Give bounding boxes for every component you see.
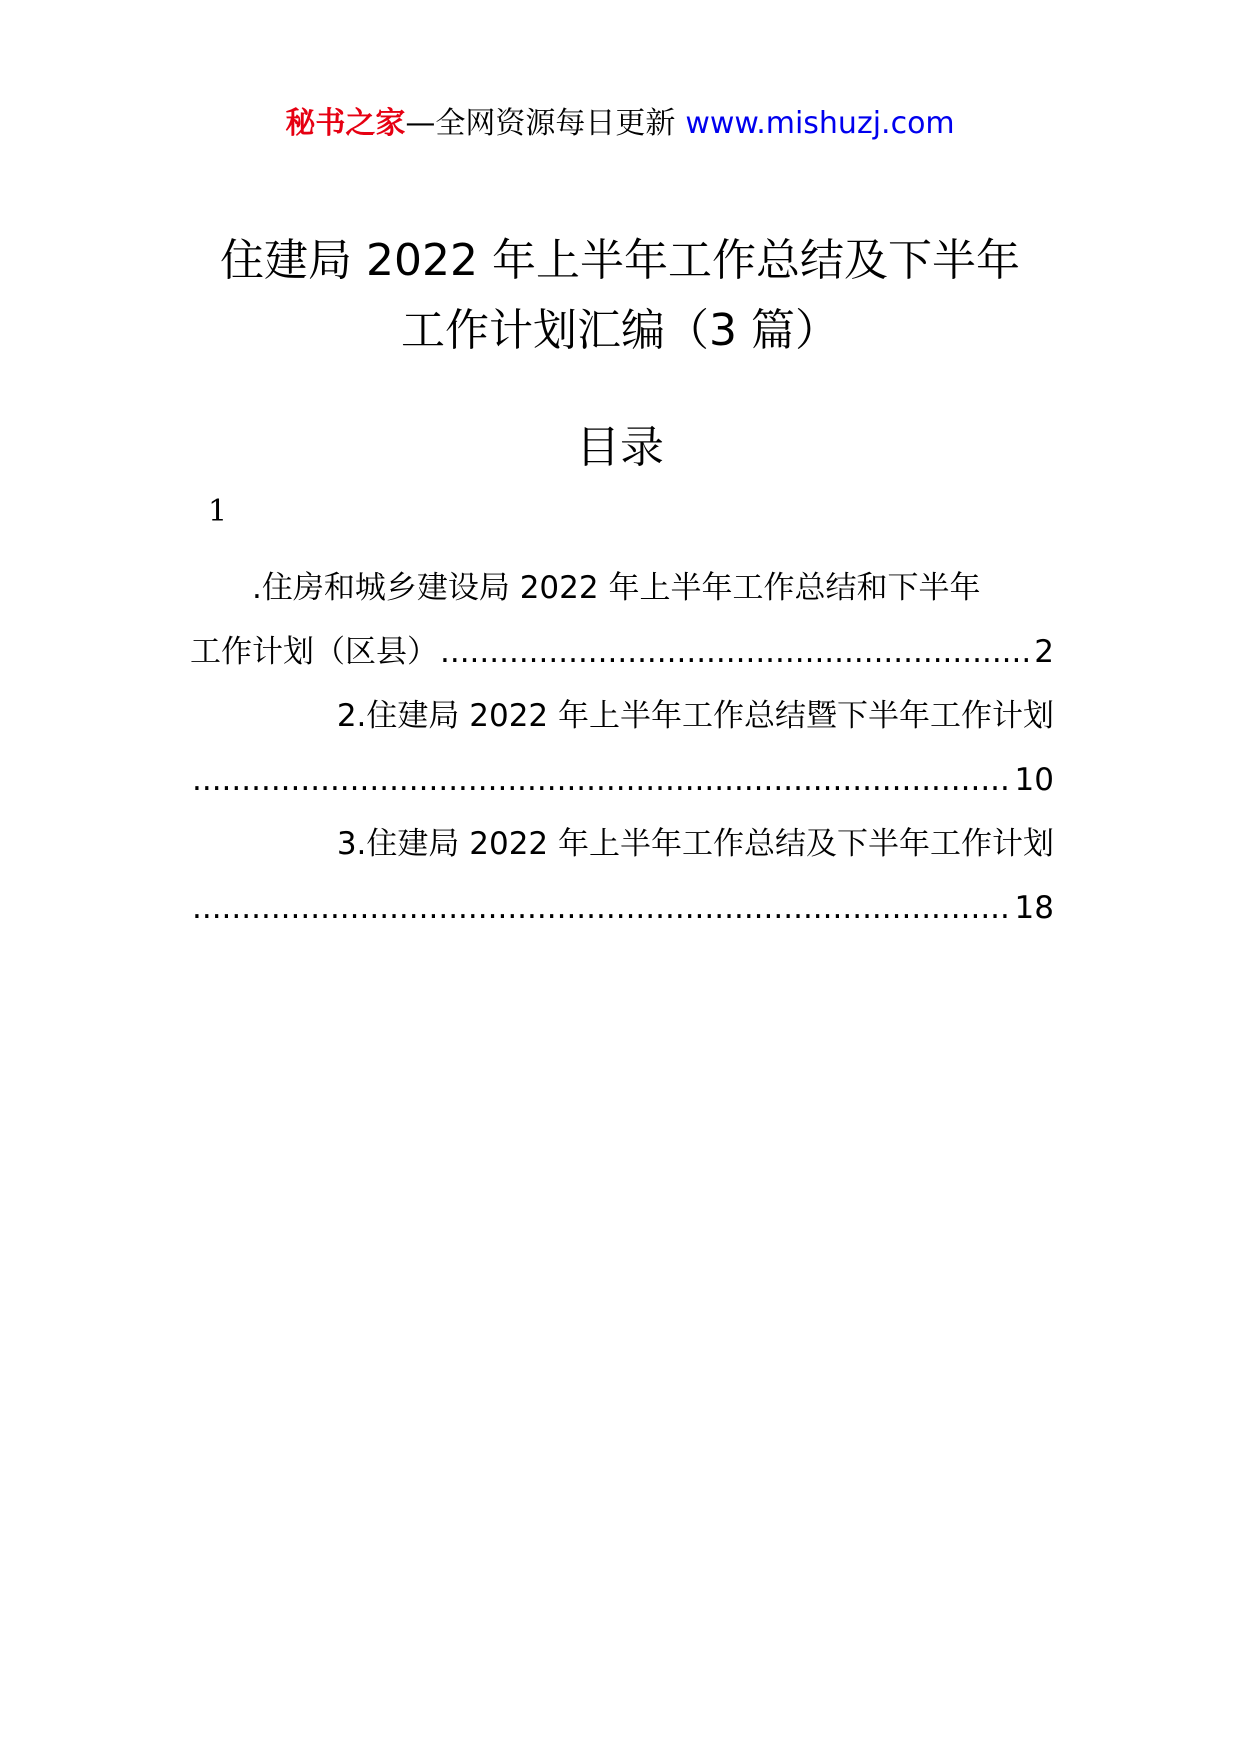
toc-page-number: 10 — [1014, 762, 1054, 798]
toc-entry-2-line-2 — [190, 748, 1054, 812]
title-line-2: 工作计划汇编（3 篇） — [401, 305, 839, 356]
site-tagline: —全网资源每日更新 — [405, 106, 676, 141]
toc-entry-1-line-2 — [190, 620, 1054, 684]
toc-heading: 目录 — [576, 422, 664, 473]
toc-entry-3-line-2 — [190, 876, 1054, 940]
toc-entry-title-cont: 工作计划（区县） — [190, 634, 438, 670]
toc-entry-3[interactable] — [190, 812, 1054, 940]
toc-page-number: 2 — [1034, 634, 1054, 670]
toc-entry-3-line-1 — [190, 812, 1054, 876]
document-title — [0, 226, 1240, 366]
site-header — [0, 102, 1240, 146]
toc-leader-dots — [192, 876, 1013, 940]
toc-leader-dots — [440, 620, 1032, 684]
toc-page-number: 18 — [1014, 890, 1054, 926]
table-of-contents — [190, 556, 1054, 940]
title-line-1: 住建局 2022 年上半年工作总结及下半年 — [220, 235, 1020, 286]
toc-leader-dots — [192, 748, 1013, 812]
toc-entry-title: 2.住建局 2022 年上半年工作总结暨下半年工作计划 — [336, 698, 1054, 734]
brand-name: 秘书之家 — [285, 106, 406, 141]
toc-entry-title: 3.住建局 2022 年上半年工作总结及下半年工作计划 — [336, 826, 1054, 862]
toc-entry-1-line-1 — [190, 556, 1054, 620]
toc-entry-2-line-1 — [190, 684, 1054, 748]
page-marker: 1 — [208, 494, 228, 529]
toc-entry-title: .住房和城乡建设局 2022 年上半年工作总结和下半年 — [252, 570, 981, 606]
toc-entry-2[interactable] — [190, 684, 1054, 812]
toc-entry-1[interactable] — [190, 556, 1054, 684]
site-url-link[interactable]: www.mishuzj.com — [685, 106, 955, 141]
